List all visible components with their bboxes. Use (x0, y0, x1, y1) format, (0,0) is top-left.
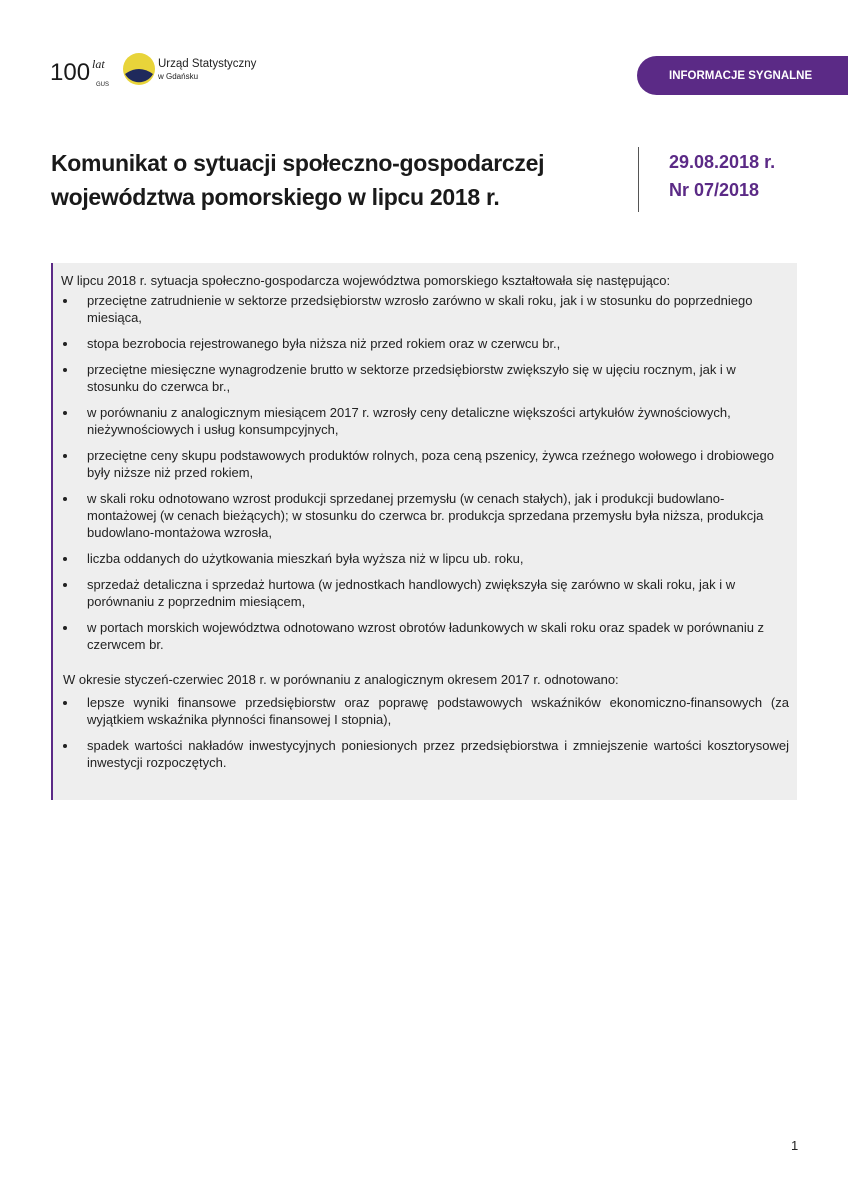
list-item: w portach morskich województwa odnotowano wzrost obrotów ładunkowych w skali roku oraz spadek w porównaniu z czerwcem br. (61, 619, 789, 653)
title-line1: Komunikat o sytuacji społeczno-gospodarczej (51, 150, 545, 176)
list-item: przeciętne miesięczne wynagrodzenie brutto w sektorze przedsiębiorstw zwiększyło się w ujęciu rocznym, jak i w stosunku do czerwca br., (61, 361, 789, 395)
list-item: lepsze wyniki finansowe przedsiębiorstw oraz poprawę podstawowych wskaźników ekonomiczno-finansowych (za wyjątkiem wskaźnika płynności finansowej I stopnia), (61, 694, 789, 728)
gus-100-years-logo (50, 54, 122, 90)
logo-lat-text: lat (92, 57, 105, 71)
release-number: Nr 07/2018 (669, 180, 760, 200)
list-item: liczba oddanych do użytkowania mieszkań była wyższa niż w lipcu ub. roku, (61, 550, 789, 567)
list-item: przeciętne ceny skupu podstawowych produktów rolnych, poza ceną pszenicy, żywca rzeźnego wołowego i drobiowego były niższe niż przed rokiem, (61, 447, 789, 481)
office-name-line2: w Gdańsku (158, 72, 199, 81)
summary-list-second (61, 694, 789, 771)
release-date: 29.08.2018 r. (669, 152, 776, 172)
summary-intro-second: W okresie styczeń-czerwiec 2018 r. w porównaniu z analogicznym okresem 2017 r. odnotowano: (63, 672, 619, 687)
summary-list (61, 292, 789, 653)
office-name (158, 58, 256, 83)
list-item: w porównaniu z analogicznym miesiącem 2017 r. wzrosły ceny detaliczne większości artykułów żywnościowych, nieżywnościowych i usług konsumpcyjnych, (61, 404, 789, 438)
list-item: sprzedaż detaliczna i sprzedaż hurtowa (w jednostkach handlowych) zwiększyła się zarówno w skali roku, jak i w porównaniu z poprzednim miesiącem, (61, 576, 789, 610)
statistics-office-emblem-icon (122, 52, 156, 86)
summary-intro: W lipcu 2018 r. sytuacja społeczno-gospodarcza województwa pomorskiego kształtowała się następująco: (61, 273, 671, 288)
date-block (669, 148, 775, 204)
list-item: spadek wartości nakładów inwestycyjnych poniesionych przez przedsiębiorstwa i zmniejszenie wartości kosztorysowej inwestycji rozpoczętych. (61, 737, 789, 771)
title-line2: województwa pomorskiego w lipcu 2018 r. (51, 184, 500, 210)
title-divider (638, 147, 639, 212)
office-name-line1: Urząd Statystyczny (158, 58, 257, 70)
list-item: stopa bezrobocia rejestrowanego była niższa niż przed rokiem oraz w czerwcu br., (61, 335, 789, 352)
page-number: 1 (791, 1138, 799, 1153)
list-item: w skali roku odnotowano wzrost produkcji sprzedanej przemysłu (w cenach stałych), jak i produkcji budowlano-montażowej (w cenach bieżących); w stosunku do czerwca br. produkcja sprzedana przemysłu była niższa, produkcja budowlano-montażowa wzrosła, (61, 490, 789, 541)
publication-type-tag: INFORMACJE SYGNALNE (637, 56, 848, 95)
list-item: przeciętne zatrudnienie w sektorze przedsiębiorstw wzrosło zarówno w skali roku, jak i w stosunku do poprzedniego miesiąca, (61, 292, 789, 326)
logo-100-text: 100 (50, 59, 91, 86)
summary-box (51, 263, 797, 800)
logo-gus-text: GUS (96, 82, 110, 88)
logo (50, 52, 280, 92)
page-title (51, 146, 621, 214)
